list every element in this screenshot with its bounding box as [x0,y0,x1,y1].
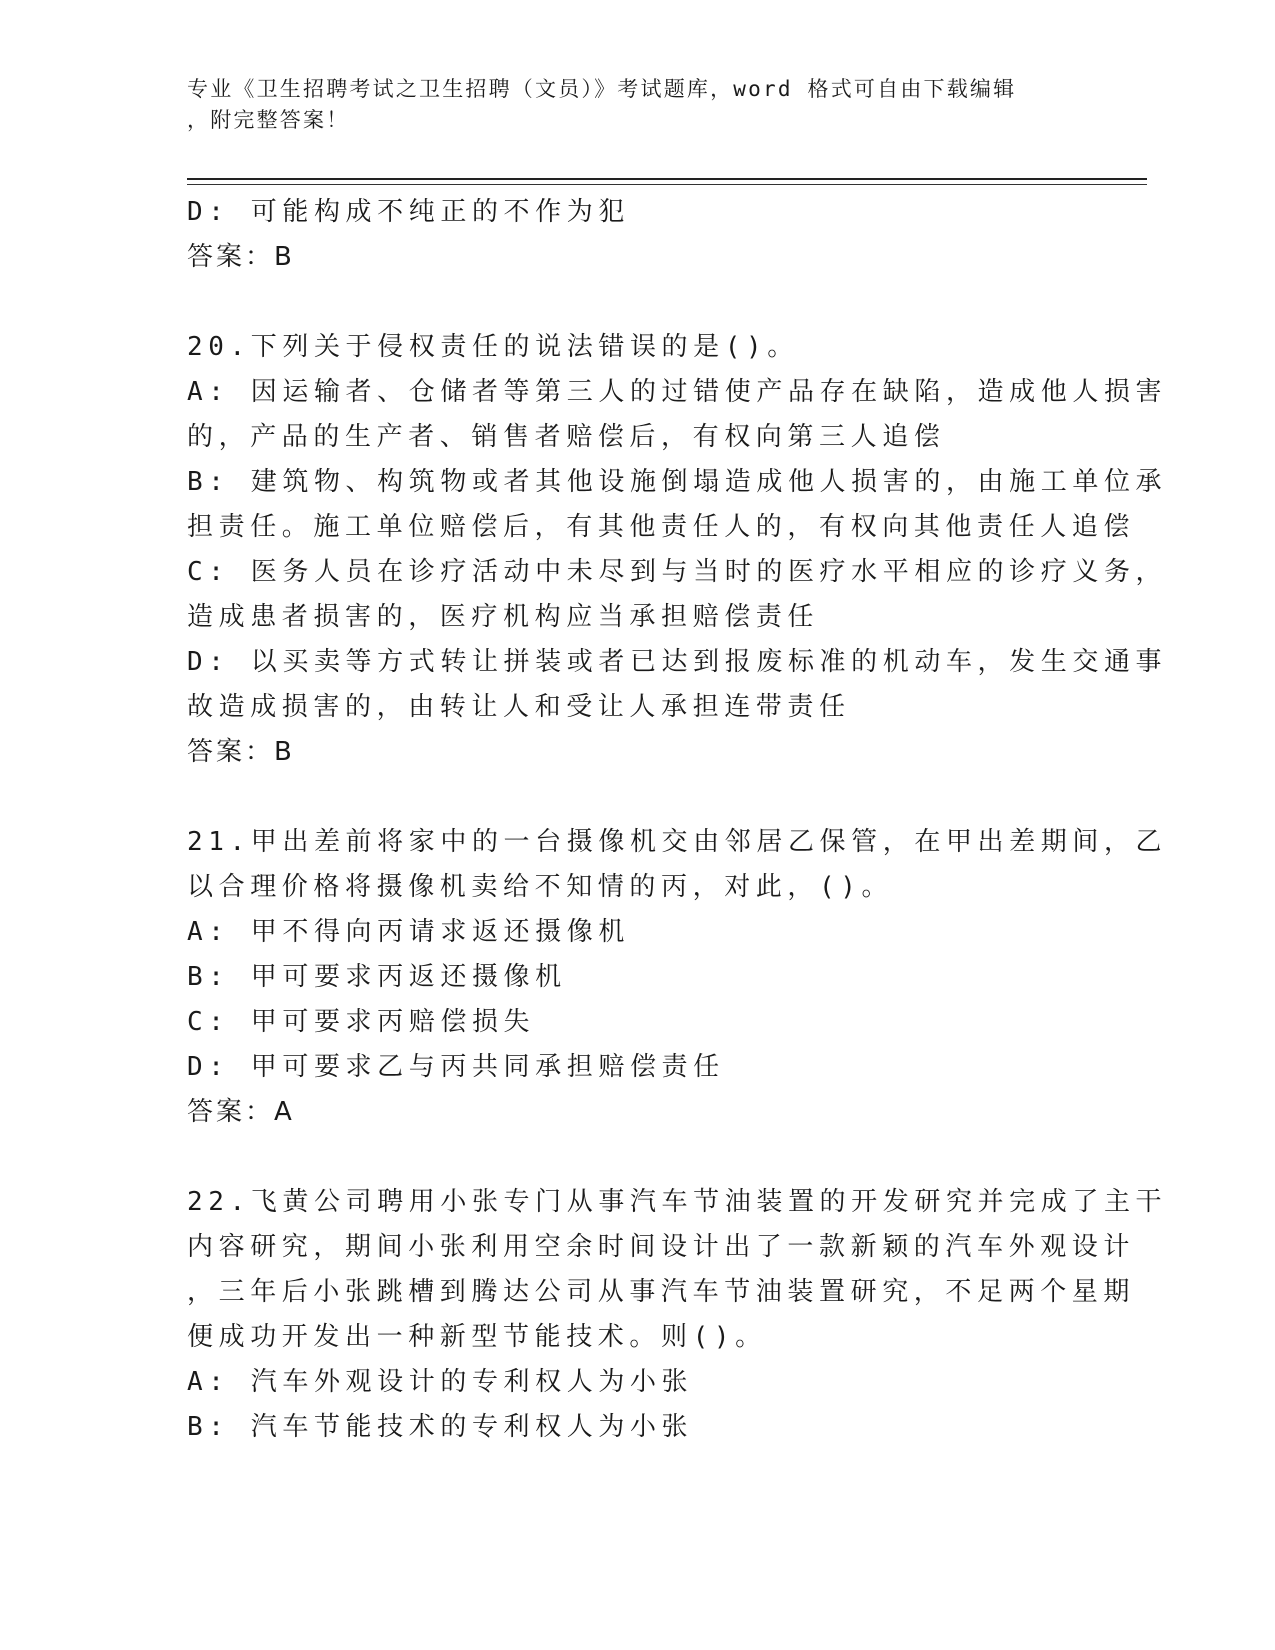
question-stem-continued: 内容研究，期间小张利用空余时间设计出了一款新颖的汽车外观设计 [187,1232,1136,1262]
header-line: ，附完整答案！ [187,108,350,132]
option-c: C: 医务人员在诊疗活动中未尽到与当时的医疗水平相应的诊疗义务， [187,557,1168,587]
question-21 [187,820,1168,1135]
option-c-continued: 造成患者损害的，医疗机构应当承担赔偿责任 [187,602,820,632]
option-d: D: 甲可要求乙与丙共同承担赔偿责任 [187,1052,725,1082]
question-stem-continued: 便成功开发出一种新型节能技术。则()。 [187,1322,767,1352]
option-d: D: 以买卖等方式转让拼装或者已达到报废标准的机动车，发生交通事 [187,647,1168,677]
option-b: B: 建筑物、构筑物或者其他设施倒塌造成他人损害的，由施工单位承 [187,467,1168,497]
question-stem: 22.飞黄公司聘用小张专门从事汽车节油装置的开发研究并完成了主干 [187,1187,1168,1217]
question-20 [187,325,1168,775]
prev-question-tail [187,190,1107,280]
question-stem-continued: 以合理价格将摄像机卖给不知情的丙，对此，()。 [187,872,894,902]
question-stem: 20.下列关于侵权责任的说法错误的是()。 [187,332,799,362]
option-b: B: 汽车节能技术的专利权人为小张 [187,1412,694,1442]
question-content [187,190,1168,1450]
option-b: B: 甲可要求丙返还摄像机 [187,962,567,992]
page-header [187,74,1087,136]
option-a: A: 甲不得向丙请求返还摄像机 [187,917,630,947]
option-d-continued: 故造成损害的，由转让人和受让人承担连带责任 [187,692,851,722]
header-line: 专业《卫生招聘考试之卫生招聘（文员）》考试题库，word 格式可自由下载编辑 [187,77,1017,101]
option-a: A: 因运输者、仓储者等第三人的过错使产品存在缺陷，造成他人损害 [187,377,1168,407]
answer-line: 答案：A [187,1097,295,1127]
answer-line: 答案：B [187,737,295,767]
option-c: C: 甲可要求丙赔偿损失 [187,1007,536,1037]
question-stem: 21.甲出差前将家中的一台摄像机交由邻居乙保管，在甲出差期间，乙 [187,827,1168,857]
header-rule-thick [187,178,1147,180]
question-22 [187,1180,1168,1450]
answer-line: 答案：B [187,242,295,272]
option-d: D: 可能构成不纯正的不作为犯 [187,197,630,227]
option-b-continued: 担责任。施工单位赔偿后，有其他责任人的，有权向其他责任人追偿 [187,512,1136,542]
option-a-continued: 的，产品的生产者、销售者赔偿后，有权向第三人追偿 [187,422,946,452]
header-rule-thin [187,184,1147,185]
option-a: A: 汽车外观设计的专利权人为小张 [187,1367,694,1397]
question-stem-continued: ，三年后小张跳槽到腾达公司从事汽车节油装置研究，不足两个星期 [187,1277,1136,1307]
